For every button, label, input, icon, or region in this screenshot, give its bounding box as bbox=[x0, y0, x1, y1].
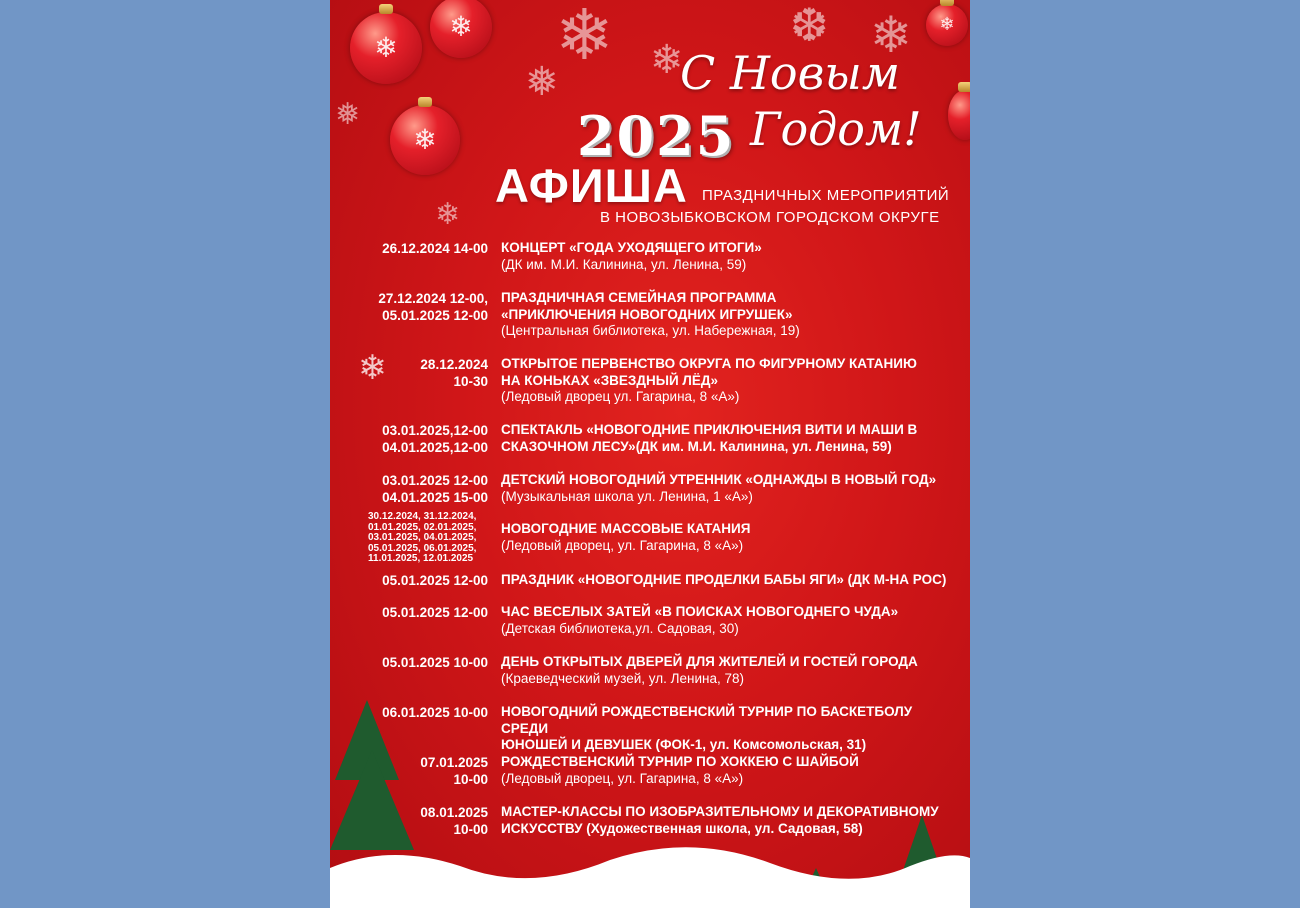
event-details: (Детская библиотека,ул. Садовая, 30) bbox=[501, 620, 739, 636]
event-title: СПЕКТАКЛЬ «НОВОГОДНИЕ ПРИКЛЮЧЕНИЯ ВИТИ И МАШИ В СКАЗОЧНОМ ЛЕСУ»(ДК им. М.И. Калинина, ул. Ленина, 59) bbox=[501, 422, 918, 454]
year-label: 2025 bbox=[577, 104, 736, 168]
snowflake-icon: ❅ bbox=[525, 59, 559, 105]
event-description bbox=[501, 604, 961, 637]
snow-ground bbox=[330, 838, 970, 908]
event-description bbox=[501, 572, 961, 589]
subtitle-line-2: В НОВОЗЫБКОВСКОМ ГОРОДСКОМ ОКРУГЕ bbox=[600, 209, 940, 226]
christmas-ornament-icon: ❄ bbox=[390, 105, 460, 175]
event-title: МАСТЕР-КЛАССЫ ПО ИЗОБРАЗИТЕЛЬНОМУ И ДЕКОРАТИВНОМУ ИСКУССТВУ (Художественная школа, ул. Садовая, 58) bbox=[501, 804, 939, 836]
event-title: КОНЦЕРТ «ГОДА УХОДЯЩЕГО ИТОГИ» bbox=[501, 240, 762, 255]
subtitle-line-1: ПРАЗДНИЧНЫХ МЕРОПРИЯТИЙ bbox=[702, 187, 950, 204]
event-date: 06.01.2025 10-00 bbox=[382, 705, 488, 720]
event-title: РОЖДЕСТВЕНСКИЙ ТУРНИР ПО ХОККЕЮ С ШАЙБОЙ bbox=[501, 754, 859, 769]
event-description bbox=[501, 472, 961, 505]
event-date: 26.12.2024 14-00 bbox=[382, 241, 488, 256]
event-date: 27.12.2024 12-00, 05.01.2025 12-00 bbox=[378, 291, 488, 323]
event-date: 30.12.2024, 31.12.2024, 01.01.2025, 02.01.2025, 03.01.2025, 04.01.2025, 05.01.2025, 06.01.2025, 11.01.2025, 12.01.2025 bbox=[368, 511, 477, 565]
event-details: (Ледовый дворец, ул. Гагарина, 8 «А») bbox=[501, 537, 744, 553]
event-date: 05.01.2025 12-00 bbox=[382, 573, 488, 588]
event-title: ДЕНЬ ОТКРЫТЫХ ДВЕРЕЙ ДЛЯ ЖИТЕЛЕЙ И ГОСТЕЙ ГОРОДА bbox=[501, 654, 918, 669]
event-details: (Центральная библиотека, ул. Набережная, 19) bbox=[501, 323, 800, 338]
event-title: ЧАС ВЕСЕЛЫХ ЗАТЕЙ «В ПОИСКАХ НОВОГОДНЕГО ЧУДА» bbox=[501, 604, 899, 619]
event-details: (Краеведческий музей, ул. Ленина, 78) bbox=[501, 670, 744, 686]
event-details: (Ледовый дворец, ул. Гагарина, 8 «А») bbox=[501, 770, 744, 786]
snowflake-icon: ❄ bbox=[650, 37, 684, 83]
event-date: 28.12.2024 10-30 bbox=[420, 357, 488, 389]
event-title: НОВОГОДНИЕ МАССОВЫЕ КАТАНИЯ bbox=[501, 521, 751, 536]
snowflake-icon: ❅ bbox=[335, 97, 361, 132]
snowflake-icon: ❄ bbox=[870, 6, 912, 64]
event-title: НОВОГОДНИЙ РОЖДЕСТВЕНСКИЙ ТУРНИР ПО БАСКЕТБОЛУ СРЕДИ ЮНОШЕЙ И ДЕВУШЕК (ФОК-1, ул. Комсомольская, 31) bbox=[501, 704, 913, 752]
christmas-ornament-icon: ❄ bbox=[926, 4, 968, 46]
event-description bbox=[501, 704, 961, 754]
event-description bbox=[501, 422, 961, 455]
page-title: АФИША bbox=[495, 159, 688, 212]
event-description bbox=[501, 240, 961, 273]
christmas-ornament-icon: ❄ bbox=[430, 0, 492, 58]
event-date: 05.01.2025 12-00 bbox=[382, 605, 488, 620]
event-details: (Музыкальная школа ул. Ленина, 1 «А») bbox=[501, 488, 753, 504]
fir-tree-icon bbox=[330, 750, 414, 850]
event-date: 08.01.2025 10-00 bbox=[420, 805, 488, 837]
snowflake-icon: ❄ bbox=[435, 197, 461, 232]
event-title: ОТКРЫТОЕ ПЕРВЕНСТВО ОКРУГА ПО ФИГУРНОМУ КАТАНИЮ НА КОНЬКАХ «ЗВЕЗДНЫЙ ЛЁД» bbox=[501, 356, 917, 388]
event-details: (Ледовый дворец ул. Гагарина, 8 «А») bbox=[501, 389, 740, 404]
snowflake-icon: ❆ bbox=[790, 0, 829, 52]
snowflake-icon: ❄ bbox=[358, 348, 387, 388]
event-description bbox=[501, 356, 961, 406]
christmas-ornament-icon: ❄ bbox=[350, 12, 422, 84]
greeting-line-1: С Новым bbox=[680, 46, 901, 100]
event-title: ДЕТСКИЙ НОВОГОДНИЙ УТРЕННИК «ОДНАЖДЫ В НОВЫЙ ГОД» bbox=[501, 472, 937, 487]
event-date: 03.01.2025,12-00 04.01.2025,12-00 bbox=[382, 423, 488, 455]
event-details: (ДК им. М.И. Калинина, ул. Ленина, 59) bbox=[501, 256, 747, 272]
event-date: 05.01.2025 10-00 bbox=[382, 655, 488, 670]
greeting-line-2: Годом! bbox=[750, 102, 922, 156]
event-description bbox=[501, 654, 961, 687]
event-date: 07.01.2025 10-00 bbox=[420, 755, 488, 787]
event-description bbox=[501, 754, 961, 787]
event-title: ПРАЗДНИЧНАЯ СЕМЕЙНАЯ ПРОГРАММА «ПРИКЛЮЧЕНИЯ НОВОГОДНИХ ИГРУШЕК» bbox=[501, 290, 793, 322]
event-description bbox=[501, 521, 961, 554]
christmas-ornament-icon bbox=[948, 90, 970, 140]
event-poster bbox=[330, 0, 970, 908]
event-date: 03.01.2025 12-00 04.01.2025 15-00 bbox=[382, 473, 488, 505]
event-description bbox=[501, 804, 961, 837]
event-title: ПРАЗДНИК «НОВОГОДНИЕ ПРОДЕЛКИ БАБЫ ЯГИ» (ДК М-НА РОС) bbox=[501, 572, 947, 587]
snowflake-icon: ❄ bbox=[555, 0, 614, 76]
event-description bbox=[501, 290, 961, 340]
